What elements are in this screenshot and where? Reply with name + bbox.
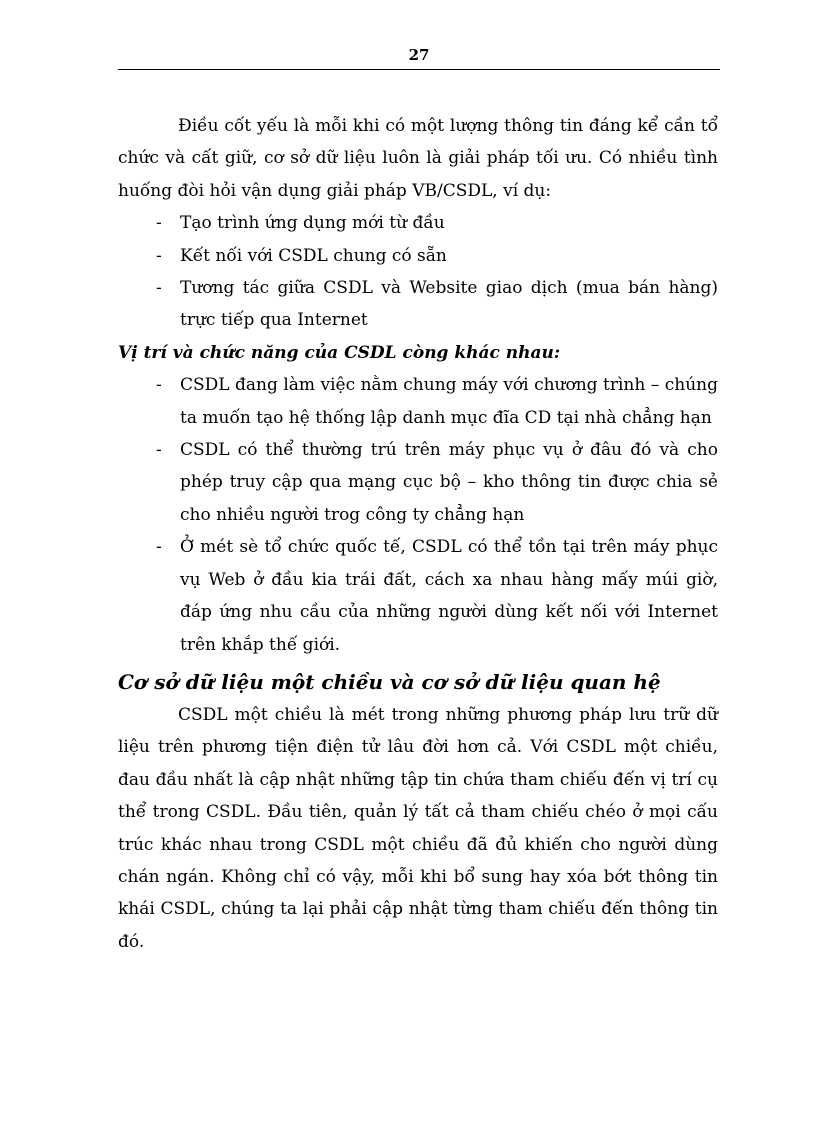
list-item-text: Ở mét sè tổ chức quốc tế, CSDL có thể tồn tại trên máy phục vụ Web ở đầu kia trái đất, cách xa nhau hàng mấy múi giờ, đáp ứng nhu cầu của những người dùng kết nối với Internet trên khắp thế giới. xyxy=(180,537,718,655)
list-item-text: CSDL có thể thường trú trên máy phục vụ ở đâu đó và cho phép truy cập qua mạng cục bộ – kho thông tin được chia sẻ cho nhiều người trog công ty chẳng hạn xyxy=(180,440,718,525)
page-number: 27 xyxy=(408,46,430,64)
list-item xyxy=(118,434,718,531)
subheading: Vị trí và chức năng của CSDL còng khác nhau: xyxy=(118,342,561,363)
body-paragraph: CSDL một chiều là mét trong những phương pháp lưu trữ dữ liệu trên phương tiện điện tử lâu đời hơn cả. Với CSDL một chiều, đau đầu nhất là cập nhật những tập tin chứa tham chiếu đến vị trí cụ thể trong CSDL. Đầu tiên, quản lý tất cả tham chiếu chéo ở mọi cấu trúc khác nhau trong CSDL một chiều đã đủ khiến cho người dùng chán ngán. Không chỉ có vậy, mỗi khi bổ sung hay xóa bớt thông tin khái CSDL, chúng ta lại phải cập nhật từng tham chiếu đến thông tin đó. xyxy=(118,704,718,952)
list-item-text: Tạo trình ứng dụng mới từ đầu xyxy=(180,213,445,234)
location-list xyxy=(118,369,718,661)
list-item xyxy=(118,272,718,337)
dash-marker: - xyxy=(156,440,162,461)
intro-paragraph: Điều cốt yếu là mỗi khi có một lượng thông tin đáng kể cần tổ chức và cất giữ, cơ sở dữ liệu luôn là giải pháp tối ưu. Có nhiều tình huống đòi hỏi vận dụng giải pháp VB/CSDL, ví dụ: xyxy=(118,116,718,201)
list-item-text: CSDL đang làm việc nằm chung máy với chương trình – chúng ta muốn tạo hệ thống lập danh mục đĩa CD tại nhà chẳng hạn xyxy=(180,375,718,428)
dash-marker: - xyxy=(156,278,162,299)
dash-marker: - xyxy=(156,375,162,396)
list-item xyxy=(118,240,718,272)
page-body xyxy=(118,110,718,958)
list-item-text: Kết nối với CSDL chung có sẵn xyxy=(180,245,447,266)
list-item xyxy=(118,531,718,661)
list-item-text: Tương tác giữa CSDL và Website giao dịch (mua bán hàng) trực tiếp qua Internet xyxy=(180,278,718,331)
dash-marker: - xyxy=(156,245,162,266)
dash-marker: - xyxy=(156,537,162,558)
list-item xyxy=(118,207,718,239)
list-item xyxy=(118,369,718,434)
use-case-list xyxy=(118,207,718,337)
header-rule xyxy=(118,69,720,70)
section-heading: Cơ sở dữ liệu một chiều và cơ sở dữ liệu quan hệ xyxy=(118,669,661,694)
dash-marker: - xyxy=(156,213,162,234)
